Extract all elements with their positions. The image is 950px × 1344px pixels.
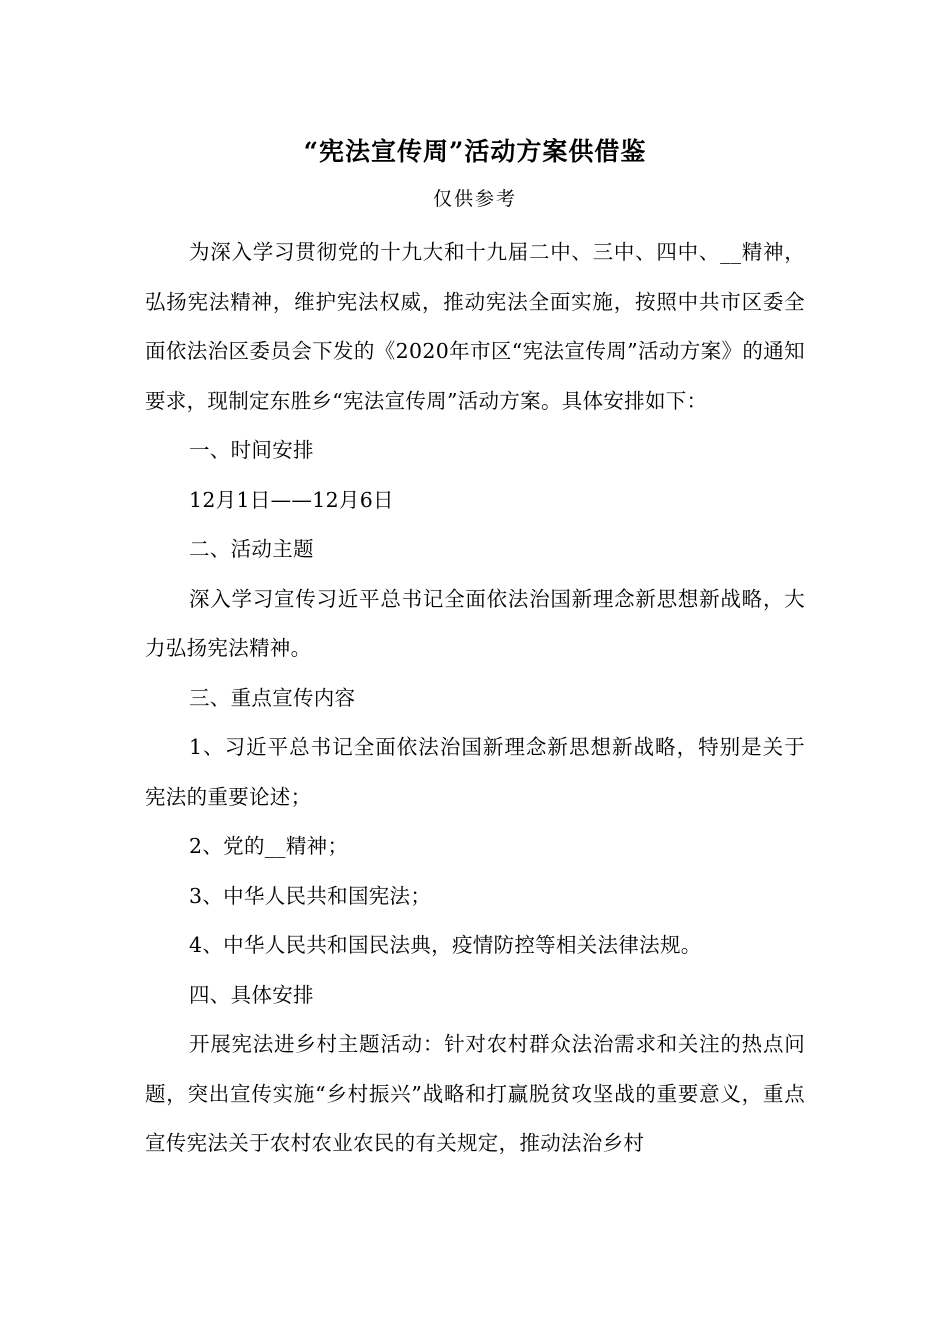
heading-specific-arrangement: 四、具体安排 — [189, 982, 314, 1007]
heading-key-content: 三、重点宣传内容 — [189, 685, 356, 710]
document-page — [145, 132, 805, 1169]
document-title: “宪法宣传周”活动方案供借鉴 — [303, 137, 647, 166]
paragraph-theme: 深入学习宣传习近平总书记全面依法治国新理念新思想新战略，大力弘扬宪法精神。 — [145, 586, 805, 660]
document-subtitle: 仅供参考 — [432, 188, 517, 210]
paragraph-intro: 为深入学习贯彻党的十九大和十九届二中、三中、四中、__精神，弘扬宪法精神，维护宪法权威，推动宪法全面实施，按照中共市区委全面依法治区委员会下发的《2020年市区“宪法宣传周”活动方案》的通知要求，现制定东胜乡“宪法宣传周”活动方案。具体安排如下： — [145, 240, 805, 413]
list-item-1: 1、习近平总书记全面依法治国新理念新思想新战略，特别是关于宪法的重要论述； — [145, 735, 805, 809]
heading-activity-theme: 二、活动主题 — [189, 537, 314, 561]
list-item-4: 4、中华人民共和国民法典，疫情防控等相关法律法规。 — [189, 933, 702, 957]
paragraph-dates: 12月1日——12月6日 — [189, 487, 394, 512]
heading-time-arrangement: 一、时间安排 — [189, 438, 314, 462]
list-item-2: 2、党的__精神； — [189, 834, 349, 858]
list-item-3: 3、中华人民共和国宪法； — [189, 883, 432, 908]
paragraph-arrangement: 开展宪法进乡村主题活动：针对农村群众法治需求和关注的热点问题，突出宣传实施“乡村振兴”战略和打赢脱贫攻坚战的重要意义，重点宣传宪法关于农村农业农民的有关规定，推动法治乡村 — [145, 1032, 805, 1155]
